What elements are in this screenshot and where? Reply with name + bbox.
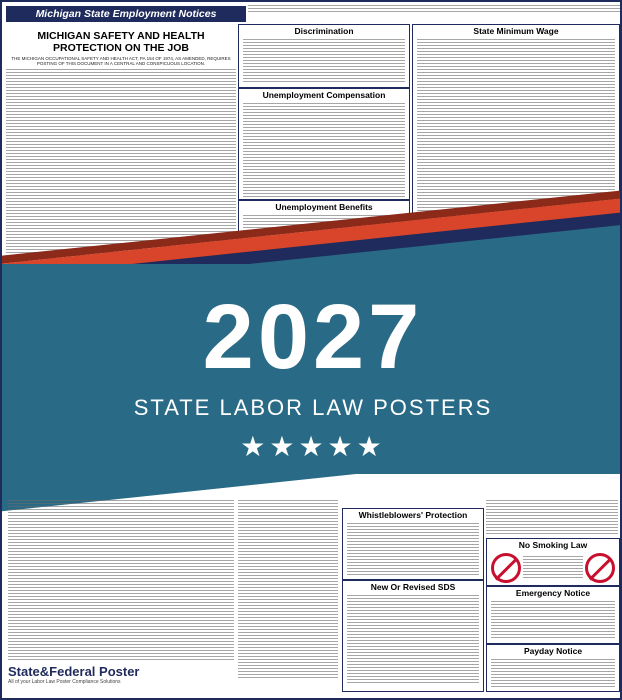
no-smoking-title: No Smoking Law: [518, 540, 588, 550]
whistleblowers-body: [347, 523, 479, 575]
unemployment-compensation-box: [238, 88, 410, 200]
emergency-body: [491, 601, 615, 639]
right-bottom-fine-print: [486, 500, 618, 534]
no-smoking-icon-2: [585, 553, 615, 583]
top-fine-print: [248, 5, 620, 12]
no-smoking-box: [486, 538, 620, 586]
brand-logo: [8, 664, 228, 690]
sds-box: [342, 580, 484, 692]
payday-box: [486, 644, 620, 692]
unemployment-compensation-title: Unemployment Compensation: [262, 90, 386, 100]
unemployment-benefits-title: Unemployment Benefits: [275, 202, 373, 212]
safety-health-subtitle: THE MICHIGAN OCCUPATIONAL SAFETY AND HEALTH ACT, PA 154 OF 1974, AS AMENDED, REQUIRES POSTING OF THIS DOCUMENT IN A CENTRAL AND CONSPICUOUS LOCATION.: [11, 56, 231, 66]
brand-name: State&Federal Poster: [8, 664, 140, 679]
whistleblowers-title: Whistleblowers' Protection: [358, 510, 468, 520]
left-bottom-body: [8, 500, 234, 660]
banner-subtitle: STATE LABOR LAW POSTERS: [133, 395, 493, 420]
payday-body: [491, 659, 615, 687]
payday-title: Payday Notice: [523, 646, 583, 656]
brand-tagline: All of your Labor Law Poster Compliance Solutions: [8, 679, 121, 685]
emergency-box: [486, 586, 620, 644]
minimum-wage-title: State Minimum Wage: [473, 26, 559, 36]
poster-header: Michigan State Employment Notices: [6, 6, 246, 22]
safety-health-section: [6, 24, 236, 269]
discrimination-box: [238, 24, 410, 88]
banner-year: 2027: [202, 286, 424, 388]
no-smoking-body: [523, 556, 583, 580]
whistleblowers-box: [342, 508, 484, 580]
safety-health-title: MICHIGAN SAFETY AND HEALTH PROTECTION ON THE JOB: [37, 30, 205, 54]
sds-body: [347, 595, 479, 685]
discrimination-title: Discrimination: [294, 26, 354, 36]
sds-title: New Or Revised SDS: [370, 582, 456, 592]
discrimination-body: [243, 39, 405, 83]
unemployment-compensation-body: [243, 103, 405, 199]
mid-left-bottom-body: [238, 500, 338, 680]
emergency-title: Emergency Notice: [515, 588, 591, 598]
no-smoking-icon: [491, 553, 521, 583]
rating-stars: ★★★★★: [240, 431, 386, 462]
